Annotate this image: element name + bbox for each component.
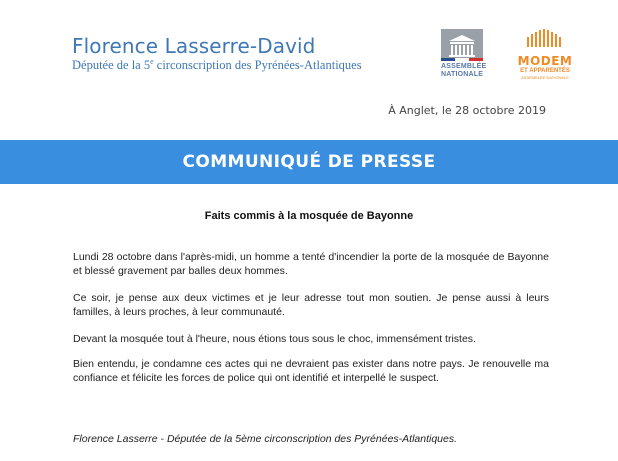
body-paragraph-3: Devant la mosquée tout à l'heure, nous étions tous sous le choc, immensément tristes.: [73, 333, 476, 345]
author-name: Florence Lasserre-David: [72, 34, 316, 58]
body-paragraph-1: Lundi 28 octobre dans l'après-midi, un homme a tenté d'incendier la porte de la mosquée de Bayonne et blessé gravement par balles deux hommes.: [73, 251, 549, 277]
author-role: [72, 57, 362, 73]
subject-heading: Faits commis à la mosquée de Bayonne: [204, 210, 414, 222]
assemblee-line1: ASSEMBLÉE: [441, 63, 487, 70]
signature: Florence Lasserre - Députée de la 5ème circonscription des Pyrénées-Atlantiques.: [73, 433, 458, 445]
press-release-banner: [0, 140, 618, 184]
modem-logo: [515, 29, 575, 80]
body-paragraph-2: Ce soir, je pense aux deux victimes et je leur adresse tout mon soutien. Je pense aussi à leurs familles, à leurs proches, à leur communauté.: [73, 292, 549, 318]
banner-title: COMMUNIQUÉ DE PRESSE: [182, 152, 436, 172]
modem-bars-icon: [515, 29, 575, 47]
role-superscript: e: [150, 57, 154, 66]
hemicycle-icon: [441, 29, 483, 61]
assemblee-logo-text: [441, 63, 487, 78]
assemblee-nationale-logo: [441, 29, 487, 78]
modem-subtitle: ET APPARENTÉS: [520, 68, 570, 74]
modem-word: MODEM: [517, 54, 573, 68]
role-suffix: circonscription des Pyrénées-Atlantiques: [153, 58, 362, 73]
date-line: À Anglet, le 28 octobre 2019: [388, 104, 546, 117]
modem-subtitle2: ASSEMBLÉE NATIONALE: [521, 75, 569, 80]
assemblee-emblem-icon: [441, 29, 483, 61]
role-prefix: Députée de la 5: [72, 58, 151, 73]
body-paragraph-4: Bien entendu, je condamne ces actes qui ne devraient pas exister dans notre pays. Je renouvelle ma confiance et félicite les forces de police qui ont identifié et interpellé le suspect.: [73, 358, 549, 384]
assemblee-line2: NATIONALE: [441, 70, 484, 78]
